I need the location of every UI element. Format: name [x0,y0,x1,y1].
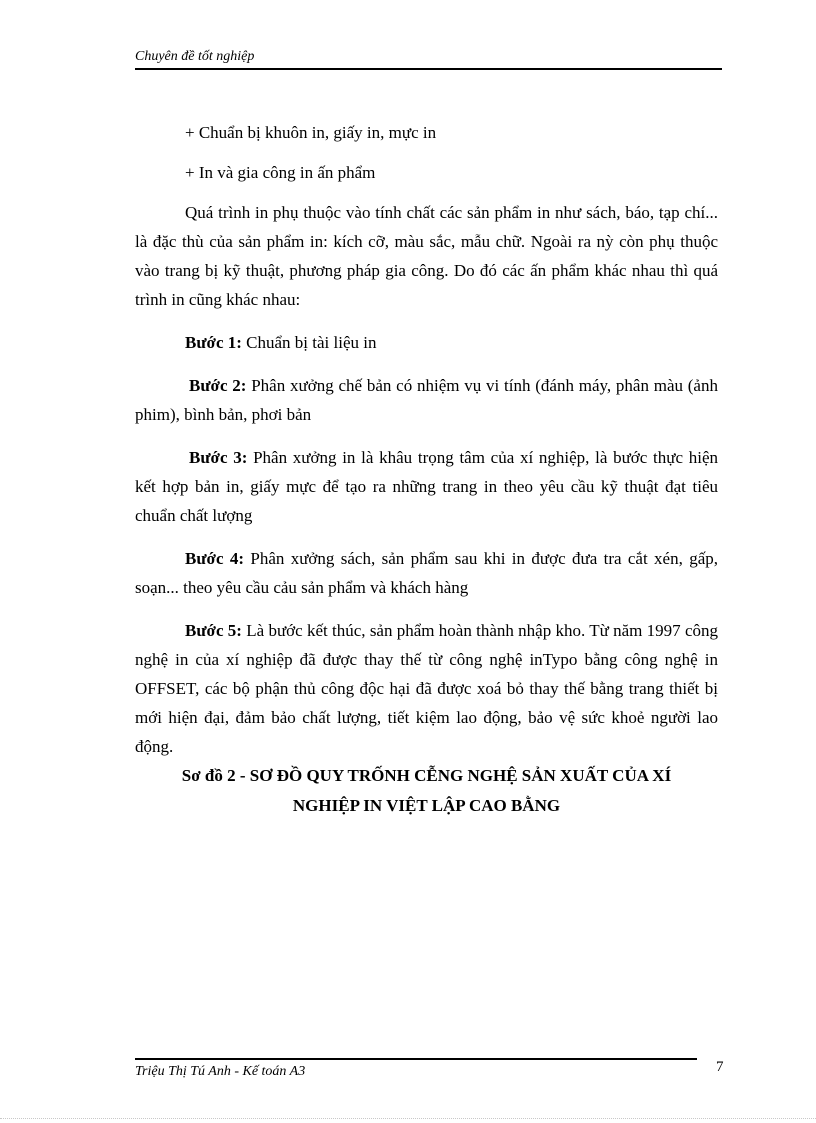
list-item-2: + In và gia công in ấn phẩm [185,163,376,182]
step-1-paragraph [135,328,718,357]
step-5-text: Là bước kết thúc, sản phẩm hoàn thành nhập kho. Từ năm 1997 công nghệ in của xí nghiệp đã được thay thế từ công nghệ inTypo bằng công nghệ in OFFSET, các bộ phận thủ công độc hại đã được xoá bỏ thay thế bằng trang thiết bị mới hiện đại, đảm bảo chất lượng, tiết kiệm lao động, bảo vệ sức khoẻ người lao động. [135,621,718,756]
page-footer: Triệu Thị Tú Anh - Kế toán A3 [135,1064,306,1079]
document-body [135,118,718,821]
list-item-1: + Chuẩn bị khuôn in, giấy in, mực in [185,123,437,142]
page-bottom-dotted-border [0,1118,816,1119]
step-1-label: Bước 1: [185,333,242,352]
page-number: 7 [716,1059,724,1075]
page-header: Chuyên đề tốt nghiệp [135,49,255,64]
step-4-paragraph [135,544,718,602]
step-4-label: Bước 4: [185,549,245,568]
step-5-paragraph [135,616,718,761]
step-5-label: Bước 5: [185,621,242,640]
step-4-text: Phân xưởng sách, sản phẩm sau khi in được đưa tra cắt xén, gấp, soạn... theo yêu cầu cảu sản phẩm và khách hàng [135,549,718,597]
diagram-title-line-1: Sơ đồ 2 - SƠ ĐỒ QUY TRỐNH CỄNG NGHỆ SẢN XUẤT CỦA XÍ [181,766,672,785]
intro-paragraph: Quá trình in phụ thuộc vào tính chất các sản phẩm in như sách, báo, tạp chí... là đặc thù của sản phẩm in: kích cỡ, màu sắc, mẫu chữ. Ngoài ra nỳ còn phụ thuộc vào trang bị kỹ thuật, phương pháp gia công. Do đó các ấn phẩm khác nhau thì quá trình in cũng khác nhau: [135,203,718,309]
diagram-title-line-2: NGHIỆP IN VIỆT LẬP CAO BẰNG [292,796,561,815]
step-3-label: Bước 3: [189,448,248,467]
step-3-paragraph [135,443,718,530]
step-2-label: Bước 2: [189,376,247,395]
step-3-text: Phân xưởng in là khâu trọng tâm của xí nghiệp, là bước thực hiện kết hợp bản in, giấy mực để tạo ra những trang in theo yêu cầu kỹ thuật đạt tiêu chuẩn chất lượng [135,448,718,525]
header-rule [135,68,722,70]
footer-rule [135,1058,697,1060]
step-2-text: Phân xưởng chế bản có nhiệm vụ vi tính (đánh máy, phân màu (ảnh phim), bình bản, phơi bản [135,376,718,424]
step-2-paragraph [135,371,718,429]
step-1-text: Chuẩn bị tài liệu in [241,333,377,352]
